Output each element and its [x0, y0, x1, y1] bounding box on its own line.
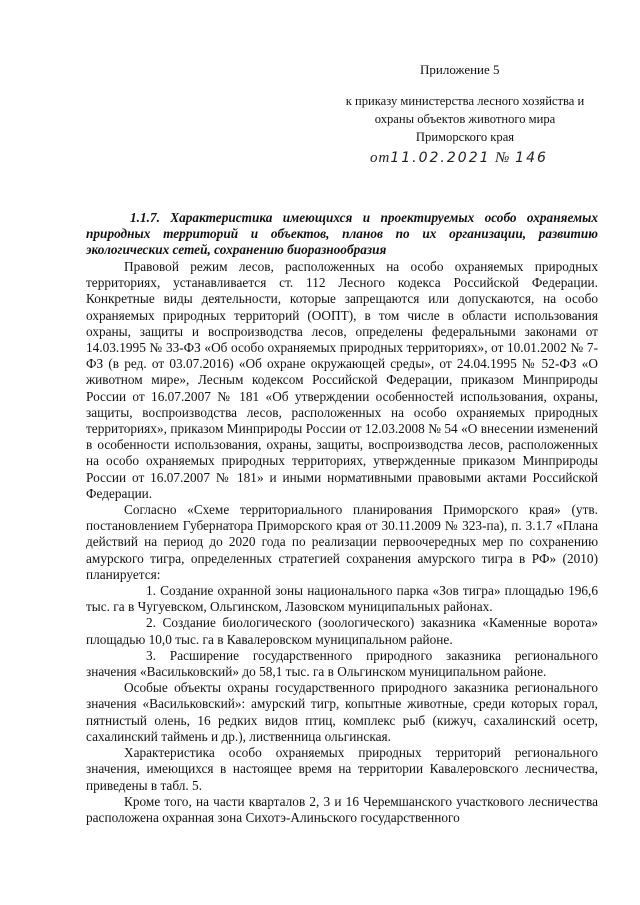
list-item: 1. Создание охранной зоны национального парка «Зов тигра» площадью 196,6 тыс. га в Чугуевском, Ольгинском, Лазовском муниципальных районах. — [86, 583, 598, 615]
paragraph: Характеристика особо охраняемых природных территорий регионального значения, имеющихся в настоящее время на территории Кавалеровского лесничества, приведены в табл. 5. — [86, 745, 598, 793]
appendix-label: Приложение 5 — [420, 62, 500, 77]
paragraph: Кроме того, на части кварталов 2, 3 и 16 Черемшанского участкового лесничества расположена охранная зона Сихотэ-Алиньского государственного — [86, 793, 598, 825]
paragraph: Согласно «Схеме территориального планирования Приморского края» (утв. постановлением Губернатора Приморского края от 30.11.2009 № 323-па), п. 3.1.7 «Плана действий на период до 2020 года по реализации первоочередных мер по сохранению амурского тигра, определенных стратегией сохранения амурского тигра в РФ» (2010) планируется: — [86, 502, 598, 582]
handwritten-date: 11.02.2021 — [390, 150, 491, 166]
paragraph: Особые объекты охраны государственного природного заказника регионального значения «Васильковский»: амурский тигр, копытные животные, среди которых горал, пятнистый олень, 16 редких видов птиц, комплекс рыб (кижуч, сахалинский осетр, сахалинский таймень и др.), лиственница ольгинская. — [86, 680, 598, 744]
section-number: 1.1.7. — [130, 210, 160, 225]
order-line: к приказу министерства лесного хозяйства и — [345, 94, 585, 108]
list-item: 2. Создание биологического (зоологического) заказника «Каменные ворота» площадью 10,0 тыс. га в Кавалеровском муниципальном районе. — [86, 615, 598, 647]
order-line: Приморского края — [415, 130, 515, 144]
section-heading — [86, 210, 598, 258]
section-title: Характеристика имеющихся и проектируемых особо охраняемых природных территорий и объектов, планов по их организации, развитию экологических сетей, сохранению биоразнообразия — [86, 210, 598, 257]
document-body — [86, 259, 598, 826]
order-date-number — [370, 150, 548, 167]
date-prefix: от — [370, 150, 391, 166]
order-line: охраны объектов животного мира — [374, 112, 556, 126]
list-item: 3. Расширение государственного природного заказника регионального значения «Васильковский» до 58,1 тыс. га в Ольгинском муниципальном районе. — [86, 647, 598, 680]
handwritten-number: 146 — [515, 150, 548, 166]
order-reference — [330, 92, 600, 146]
paragraph: Правовой режим лесов, расположенных на особо охраняемых природных территориях, устанавливается ст. 112 Лесного кодекса Российской Федерации. Конкретные виды деятельности, которые запрещаются или допускаются, на особо охраняемых природных территорий (ООПТ), в том числе в области использования охраны, защиты и воспроизводства лесов, определены федеральными законами от 14.03.1995 № 33-ФЗ «Об особо охраняемых природных территориях», от 10.01.2002 № 7-ФЗ (в ред. от 03.07.2016) «Об охране окружающей среды», от 24.04.1995 № 52-ФЗ «О животном мире», Лесным кодексом Российской Федерации, приказом Минприроды России от 16.07.2007 № 181 «Об утверждении особенностей использования, охраны, защиты, воспроизводства лесов, расположенных на особо охраняемых природных территориях», приказом Минприроды России от 12.03.2008 № 54 «О внесении изменений в особенности использования, охраны, защиты, воспроизводства лесов, расположенных на особо охраняемых природных территориях, утвержденные приказом Минприроды России от 16.07.2007 № 181» и иными нормативными правовыми актами Российской Федерации. — [86, 259, 598, 501]
number-sign: № — [495, 150, 511, 166]
